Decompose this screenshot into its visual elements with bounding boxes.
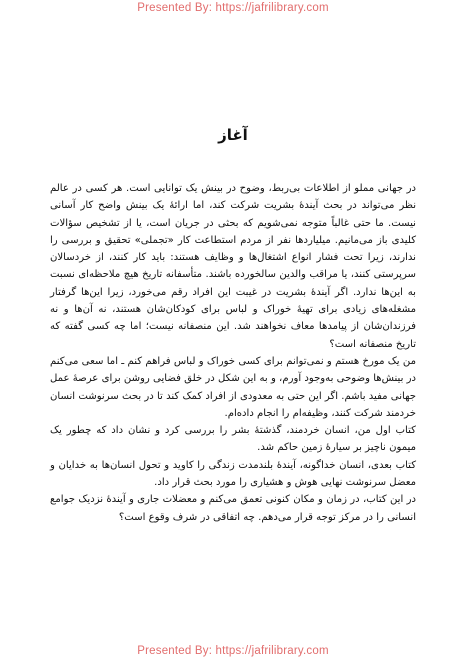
body-text: [50, 180, 416, 526]
watermark-top[interactable]: Presented By: https://jafrilibrary.com: [137, 2, 329, 14]
watermark-bottom[interactable]: Presented By: https://jafrilibrary.com: [137, 645, 329, 657]
paragraph: کتاب بعدی، انسان خداگونه، آیندۀ بلندمدت زندگی را کاوید و تحول انسان‌ها به خدایان و معضل سرنوشت نهایی هوش و هشیاری را مورد بحث قرار داد.: [50, 459, 416, 489]
paragraph: در این کتاب، در زمان و مکان کنونی تعمق می‌کنم و معضلات جاری و آیندۀ نزدیک جوامع انسانی را در مرکز توجه قرار می‌دهم. چه اتفاقی در شرف وقوع است؟: [50, 494, 416, 523]
paragraph: در جهانی مملو از اطلاعات بی‌ربط، وضوح در بینش یک توانایی است. هر کسی در عالم نظر می‌تواند در بحث آیندۀ بشریت شرکت کند، اما ارائۀ یک بینش واضح کار آسانی نیست. ما حتی غالباً متوجه نمی‌شویم که بحثی در جریان است، یا از تشخیص سؤالات کلیدی باز می‌مانیم. میلیاردها نفر از مردم استطاعت کار «تجملی» تحقیق و بررسی را ندارند، زیرا تحت فشار انواع اشتغال‌ها و وظایف هستند: باید کار کنند، از خردسالان سرپرستی کنند، یا مراقب والدین سالخورده باشند. متأسفانه تاریخ هیچ ملاحظه‌ای نسبت به این‌ها ندارد. اگر آیندۀ بشریت در غیبت این افراد رقم می‌خورد، زیرا این‌ها گرفتار مشغله‌های زیادی برای تهیۀ خوراک و لباس برای کودکان‌شان هستند، نه آن‌ها و نه فرزندان‌شان از پیامدها معاف نخواهند شد. این منصفانه نیست؛ اما چه کسی گفته که تاریخ منصفانه است؟: [50, 183, 416, 350]
paragraph: کتاب اول من، انسان خردمند، گذشتۀ بشر را بررسی کرد و نشان داد که چطور یک میمون ناچیز بر سیارۀ زمین حاکم شد.: [50, 425, 416, 454]
paragraph: من یک مورخ هستم و نمی‌توانم برای کسی خوراک و لباس فراهم کنم ـ اما سعی می‌کنم در بینش‌ها وضوحی به‌وجود آورم، و به این شکل در خلق فضایی روشن برای عرصۀ عمل جهانی مفید باشم. اگر این حتی به معدودی از افراد کمک کند تا در بحث سرنوشت انسان خردمند شرکت کنند، وظیفه‌ام را انجام داده‌ام.: [50, 355, 416, 419]
page-title: آغاز: [218, 126, 248, 145]
